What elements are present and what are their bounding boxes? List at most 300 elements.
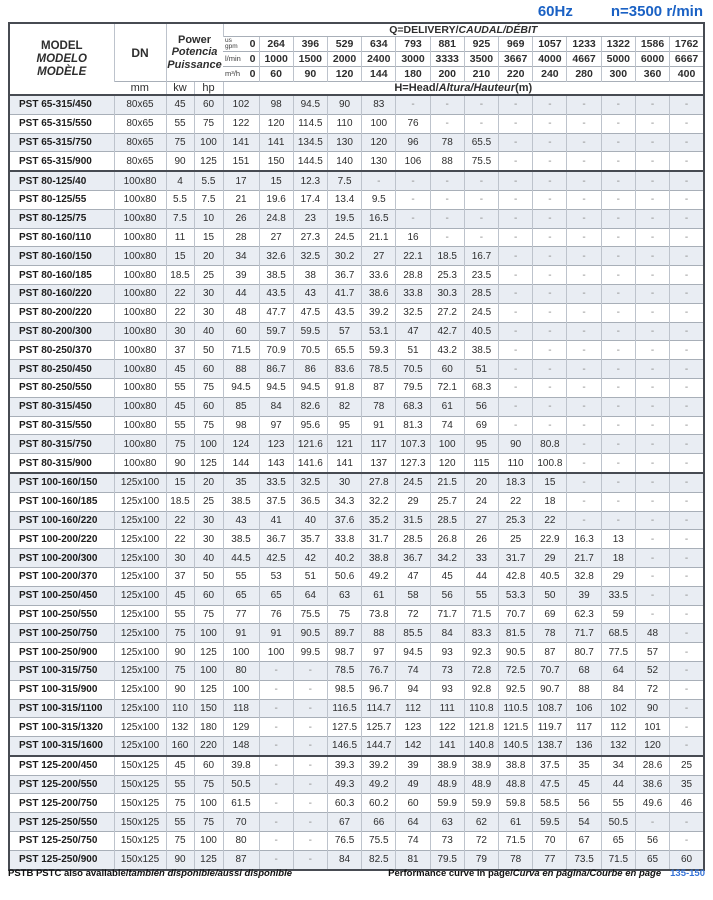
head-value-cell: - xyxy=(430,114,464,133)
table-row xyxy=(9,209,704,228)
head-value-cell: - xyxy=(670,228,704,247)
head-value-cell: 27 xyxy=(362,247,396,266)
head-value-cell: 91 xyxy=(223,624,259,643)
head-value-cell: - xyxy=(635,605,669,624)
dn-cell: 150x125 xyxy=(114,775,166,794)
head-value-cell: 122 xyxy=(430,718,464,737)
delivery-title xyxy=(223,23,704,37)
head-value-cell: - xyxy=(601,266,635,285)
head-value-cell: 74 xyxy=(396,661,430,680)
table-row xyxy=(9,567,704,586)
head-value-cell: 16 xyxy=(396,228,430,247)
flow-value: 264 xyxy=(259,37,293,52)
head-value-cell: 120 xyxy=(259,114,293,133)
head-value-cell: 94.5 xyxy=(293,378,327,397)
dn-cell: 80x65 xyxy=(114,114,166,133)
head-value-cell: - xyxy=(601,435,635,454)
kw-cell: 132 xyxy=(166,718,194,737)
head-value-cell: 49 xyxy=(396,775,430,794)
hp-cell: 125 xyxy=(194,643,223,662)
head-value-cell: 88 xyxy=(362,624,396,643)
head-value-cell: 44.5 xyxy=(223,549,259,568)
head-value-cell: - xyxy=(601,114,635,133)
head-value-cell: - xyxy=(601,133,635,152)
model-cell: PST 100-200/300 xyxy=(9,549,114,568)
flow-value: 120 xyxy=(327,67,361,82)
head-value-cell: 100.8 xyxy=(533,454,567,473)
header-row-units xyxy=(9,82,704,96)
head-value-cell: 56 xyxy=(430,586,464,605)
head-value-cell: 84 xyxy=(327,850,361,869)
kw-cell: 22 xyxy=(166,284,194,303)
head-value-cell: 60.2 xyxy=(362,794,396,813)
head-value-cell: - xyxy=(430,228,464,247)
head-value-cell: - xyxy=(499,228,533,247)
model-cell: PST 100-200/220 xyxy=(9,530,114,549)
head-value-cell: - xyxy=(499,133,533,152)
flow-value: 220 xyxy=(499,67,533,82)
head-value-cell: - xyxy=(499,171,533,190)
head-value-cell: 24.5 xyxy=(396,473,430,492)
head-value-cell: - xyxy=(635,171,669,190)
head-value-cell: 121.8 xyxy=(464,718,498,737)
model-cell: PST 100-315/1320 xyxy=(9,718,114,737)
hp-cell: 30 xyxy=(194,530,223,549)
kw-cell: 75 xyxy=(166,794,194,813)
head-value-cell: 29 xyxy=(533,549,567,568)
head-value-cell: 39 xyxy=(567,586,601,605)
flow-value: 240 xyxy=(533,67,567,82)
head-value-cell: 79 xyxy=(464,850,498,869)
head-value-cell: 79.5 xyxy=(430,850,464,869)
table-row xyxy=(9,794,704,813)
head-value-cell: 15 xyxy=(259,171,293,190)
head-value-cell: - xyxy=(293,832,327,851)
hp-cell: 75 xyxy=(194,114,223,133)
kw-cell: 4 xyxy=(166,171,194,190)
head-value-cell: 45 xyxy=(430,567,464,586)
head-value-cell: 47.7 xyxy=(259,303,293,322)
head-value-cell: 20 xyxy=(464,473,498,492)
head-value-cell: 51 xyxy=(464,360,498,379)
head-value-cell: 70.7 xyxy=(499,605,533,624)
head-value-cell: - xyxy=(670,133,704,152)
model-cell: PST 65-315/750 xyxy=(9,133,114,152)
head-value-cell: 87 xyxy=(533,643,567,662)
head-value-cell: 78 xyxy=(533,624,567,643)
flow-unit-label: us gpm xyxy=(225,37,238,50)
head-value-cell: 94.5 xyxy=(396,643,430,662)
hp-cell: 25 xyxy=(194,266,223,285)
head-value-cell: 38.8 xyxy=(499,756,533,775)
head-value-cell: - xyxy=(293,794,327,813)
head-value-cell: - xyxy=(430,190,464,209)
head-value-cell: - xyxy=(635,549,669,568)
head-value-cell: 93 xyxy=(430,680,464,699)
dn-cell: 100x80 xyxy=(114,416,166,435)
head-value-cell: 73.5 xyxy=(567,850,601,869)
head-value-cell: 61 xyxy=(499,813,533,832)
head-value-cell: 98.7 xyxy=(327,643,361,662)
head-value-cell: 90 xyxy=(327,95,361,114)
kw-cell: 22 xyxy=(166,303,194,322)
flow-value: 360 xyxy=(635,67,669,82)
model-cell: PST 125-250/900 xyxy=(9,850,114,869)
head-value-cell: 102 xyxy=(601,699,635,718)
head-value-cell: - xyxy=(567,378,601,397)
head-value-cell: 28 xyxy=(223,228,259,247)
head-value-cell: - xyxy=(670,832,704,851)
head-value-cell: 75 xyxy=(327,605,361,624)
flow-value: 3667 xyxy=(499,52,533,67)
head-value-cell: - xyxy=(670,661,704,680)
head-value-cell: 83.3 xyxy=(464,624,498,643)
head-value-cell: 71.5 xyxy=(499,832,533,851)
head-value-cell: 26 xyxy=(464,530,498,549)
head-value-cell: 150 xyxy=(259,152,293,171)
head-value-cell: - xyxy=(567,152,601,171)
head-value-cell: 98 xyxy=(259,95,293,114)
kw-cell: 90 xyxy=(166,850,194,869)
head-value-cell: 22.9 xyxy=(533,530,567,549)
head-value-cell: 129 xyxy=(223,718,259,737)
head-value-cell: 70.5 xyxy=(396,360,430,379)
model-cell: PST 80-160/110 xyxy=(9,228,114,247)
flow-unit-cell xyxy=(223,37,259,52)
head-value-cell: 38.5 xyxy=(223,492,259,511)
head-value-cell: 37.6 xyxy=(327,511,361,530)
head-value-cell: 32.5 xyxy=(293,473,327,492)
head-value-cell: - xyxy=(670,95,704,114)
head-value-cell: - xyxy=(670,360,704,379)
head-value-cell: 72 xyxy=(635,680,669,699)
hp-cell: 75 xyxy=(194,775,223,794)
dn-cell: 150x125 xyxy=(114,832,166,851)
table-row xyxy=(9,756,704,775)
head-value-cell: 39.2 xyxy=(362,756,396,775)
head-value-cell: 38 xyxy=(293,266,327,285)
head-value-cell: 33.8 xyxy=(396,284,430,303)
head-value-cell: 37.5 xyxy=(533,756,567,775)
head-value-cell: 95 xyxy=(464,435,498,454)
kw-cell: 55 xyxy=(166,605,194,624)
head-value-cell: - xyxy=(430,209,464,228)
hp-cell: 50 xyxy=(194,341,223,360)
table-row xyxy=(9,473,704,492)
head-value-cell: - xyxy=(601,209,635,228)
table-row xyxy=(9,530,704,549)
head-value-cell: - xyxy=(635,511,669,530)
model-cell: PST 100-160/220 xyxy=(9,511,114,530)
head-value-cell: 151 xyxy=(223,152,259,171)
head-value-cell: 91 xyxy=(259,624,293,643)
head-value-cell: 144 xyxy=(223,454,259,473)
head-value-cell: 38.5 xyxy=(223,530,259,549)
head-value-cell: - xyxy=(362,171,396,190)
head-value-cell: 102 xyxy=(223,95,259,114)
head-value-cell: 73 xyxy=(430,661,464,680)
head-value-cell: - xyxy=(601,473,635,492)
head-value-cell: 55 xyxy=(464,586,498,605)
head-value-cell: 144.5 xyxy=(293,152,327,171)
head-value-cell: - xyxy=(670,699,704,718)
head-value-cell: 38.5 xyxy=(464,341,498,360)
head-value-cell: 85 xyxy=(223,397,259,416)
head-value-cell: 100 xyxy=(223,680,259,699)
flow-value: 60 xyxy=(259,67,293,82)
head-value-cell: 32.8 xyxy=(567,567,601,586)
flow-value: 210 xyxy=(464,67,498,82)
head-value-cell: - xyxy=(670,454,704,473)
head-value-cell: 95 xyxy=(327,416,361,435)
head-value-cell: 80 xyxy=(223,832,259,851)
flow-zero-value: 0 xyxy=(249,38,256,50)
dn-cell: 100x80 xyxy=(114,190,166,209)
head-value-cell: 24.5 xyxy=(327,228,361,247)
head-value-cell: 47 xyxy=(396,567,430,586)
model-cell: PST 80-315/450 xyxy=(9,397,114,416)
kw-cell: 90 xyxy=(166,152,194,171)
head-value-cell: 38.6 xyxy=(635,775,669,794)
table-row xyxy=(9,624,704,643)
head-value-cell: - xyxy=(670,284,704,303)
head-value-cell: 88 xyxy=(430,152,464,171)
hp-cell: 150 xyxy=(194,699,223,718)
flow-value: 1000 xyxy=(259,52,293,67)
head-value-cell: 16.7 xyxy=(464,247,498,266)
head-value-cell: - xyxy=(635,190,669,209)
model-cell: PST 80-200/300 xyxy=(9,322,114,341)
head-value-cell: - xyxy=(499,152,533,171)
head-value-cell: 144.7 xyxy=(362,737,396,756)
model-cell: PST 65-315/550 xyxy=(9,114,114,133)
kw-cell: 45 xyxy=(166,95,194,114)
table-row xyxy=(9,397,704,416)
hp-cell: 100 xyxy=(194,832,223,851)
model-cell: PST 100-250/550 xyxy=(9,605,114,624)
head-value-cell: - xyxy=(601,378,635,397)
head-value-cell: 44 xyxy=(464,567,498,586)
head-value-cell: 59.9 xyxy=(430,794,464,813)
head-value-cell: 56 xyxy=(635,832,669,851)
head-value-cell: 46 xyxy=(670,794,704,813)
head-value-cell: - xyxy=(601,360,635,379)
head-value-cell: 141 xyxy=(327,454,361,473)
head-value-cell: - xyxy=(601,95,635,114)
head-value-cell: 66 xyxy=(362,813,396,832)
head-value-cell: 47 xyxy=(396,322,430,341)
head-value-cell: 59.8 xyxy=(499,794,533,813)
head-value-cell: 23 xyxy=(293,209,327,228)
head-value-cell: 59.5 xyxy=(293,322,327,341)
head-value-cell: 81.3 xyxy=(396,416,430,435)
model-cell: PST 125-200/450 xyxy=(9,756,114,775)
head-value-cell: 88 xyxy=(567,680,601,699)
hp-cell: 40 xyxy=(194,549,223,568)
head-value-cell: 71.7 xyxy=(567,624,601,643)
head-value-cell: - xyxy=(533,303,567,322)
head-value-cell: - xyxy=(533,209,567,228)
head-value-cell: - xyxy=(259,813,293,832)
table-row xyxy=(9,492,704,511)
head-value-cell: - xyxy=(533,266,567,285)
head-value-cell: 68.3 xyxy=(396,397,430,416)
head-value-cell: 81 xyxy=(396,850,430,869)
model-cell: PST 100-250/750 xyxy=(9,624,114,643)
model-cell: PST 80-200/220 xyxy=(9,303,114,322)
flow-value: 280 xyxy=(567,67,601,82)
hp-cell: 100 xyxy=(194,133,223,152)
head-value-cell: - xyxy=(533,397,567,416)
head-value-cell: 53 xyxy=(259,567,293,586)
head-value-cell: - xyxy=(635,284,669,303)
dn-cell: 100x80 xyxy=(114,303,166,322)
head-value-cell: 90 xyxy=(499,435,533,454)
dn-cell: 125x100 xyxy=(114,492,166,511)
dn-cell: 100x80 xyxy=(114,322,166,341)
power-header-en: Power xyxy=(178,33,212,46)
hp-cell: 10 xyxy=(194,209,223,228)
head-value-cell: - xyxy=(670,152,704,171)
hp-cell: 40 xyxy=(194,322,223,341)
head-value-cell: - xyxy=(670,680,704,699)
head-value-cell: - xyxy=(670,435,704,454)
head-value-cell: - xyxy=(567,303,601,322)
head-value-cell: 60 xyxy=(223,322,259,341)
head-value-cell: - xyxy=(635,454,669,473)
head-value-cell: 17.4 xyxy=(293,190,327,209)
dn-cell: 100x80 xyxy=(114,209,166,228)
head-value-cell: 22 xyxy=(533,511,567,530)
hp-cell: 75 xyxy=(194,605,223,624)
head-value-cell: 124 xyxy=(223,435,259,454)
head-value-cell: - xyxy=(533,228,567,247)
head-value-cell: 65.5 xyxy=(464,133,498,152)
head-value-cell: 57 xyxy=(327,322,361,341)
head-value-cell: 50.6 xyxy=(327,567,361,586)
head-value-cell: - xyxy=(567,322,601,341)
head-value-cell: 76 xyxy=(396,114,430,133)
dn-cell: 125x100 xyxy=(114,605,166,624)
head-value-cell: - xyxy=(601,454,635,473)
head-value-cell: 57 xyxy=(635,643,669,662)
head-value-cell: - xyxy=(670,813,704,832)
head-value-cell: 35 xyxy=(670,775,704,794)
head-value-cell: 100 xyxy=(259,643,293,662)
head-value-cell: 55 xyxy=(601,794,635,813)
head-value-cell: - xyxy=(635,360,669,379)
head-value-cell: 33.6 xyxy=(362,266,396,285)
head-value-cell: 25.3 xyxy=(499,511,533,530)
head-value-cell: 98 xyxy=(223,416,259,435)
head-value-cell: 89.7 xyxy=(327,624,361,643)
head-value-cell: 16.5 xyxy=(362,209,396,228)
model-cell: PST 80-250/450 xyxy=(9,360,114,379)
dn-cell: 150x125 xyxy=(114,850,166,869)
head-value-cell: 50 xyxy=(533,586,567,605)
head-value-cell: 79.5 xyxy=(396,378,430,397)
head-value-cell: - xyxy=(601,397,635,416)
table-row xyxy=(9,171,704,190)
head-value-cell: 140 xyxy=(327,152,361,171)
head-value-cell: 44 xyxy=(223,284,259,303)
head-value-cell: 7.5 xyxy=(327,171,361,190)
hp-cell: 30 xyxy=(194,284,223,303)
head-value-cell: 40.2 xyxy=(327,549,361,568)
head-value-cell: 84 xyxy=(259,397,293,416)
head-value-cell: 87 xyxy=(362,378,396,397)
head-value-cell: 32.2 xyxy=(362,492,396,511)
kw-cell: 18.5 xyxy=(166,266,194,285)
head-value-cell: 51 xyxy=(293,567,327,586)
dn-cell: 125x100 xyxy=(114,549,166,568)
head-value-cell: 29 xyxy=(396,492,430,511)
head-value-cell: 80 xyxy=(223,661,259,680)
head-value-cell: 88 xyxy=(223,360,259,379)
table-row xyxy=(9,266,704,285)
head-value-cell: 65 xyxy=(635,850,669,869)
table-row xyxy=(9,247,704,266)
footer-right-en: Performance curve in page/ xyxy=(388,868,513,879)
head-value-cell: - xyxy=(567,171,601,190)
head-value-cell: - xyxy=(601,284,635,303)
kw-cell: 45 xyxy=(166,756,194,775)
hp-cell: 60 xyxy=(194,95,223,114)
head-value-cell: 74 xyxy=(396,832,430,851)
head-value-cell: 68.5 xyxy=(601,624,635,643)
flow-value: 2400 xyxy=(362,52,396,67)
dn-column-header xyxy=(114,23,166,82)
head-value-cell: - xyxy=(635,322,669,341)
table-row xyxy=(9,699,704,718)
table-row xyxy=(9,813,704,832)
kw-cell: 15 xyxy=(166,247,194,266)
head-value-cell: 114.5 xyxy=(293,114,327,133)
head-value-cell: - xyxy=(464,95,498,114)
head-value-cell: 99.5 xyxy=(293,643,327,662)
head-value-cell: 137 xyxy=(362,454,396,473)
head-value-cell: 40.5 xyxy=(464,322,498,341)
head-value-cell: - xyxy=(293,718,327,737)
head-value-cell: 31.7 xyxy=(499,549,533,568)
head-value-cell: - xyxy=(635,586,669,605)
head-value-cell: 27 xyxy=(259,228,293,247)
head-value-cell: 91.8 xyxy=(327,378,361,397)
head-value-cell: 28.8 xyxy=(396,266,430,285)
kw-cell: 18.5 xyxy=(166,492,194,511)
kw-cell: 22 xyxy=(166,511,194,530)
head-value-cell: 132 xyxy=(601,737,635,756)
head-value-cell: 35.7 xyxy=(293,530,327,549)
flow-value: 881 xyxy=(430,37,464,52)
head-value-cell: 48 xyxy=(223,303,259,322)
head-value-cell: 59 xyxy=(601,605,635,624)
head-value-cell: - xyxy=(567,114,601,133)
head-value-cell: - xyxy=(635,813,669,832)
head-value-cell: - xyxy=(533,360,567,379)
head-value-cell: - xyxy=(635,209,669,228)
head-value-cell: 39.8 xyxy=(223,756,259,775)
head-value-cell: 36.5 xyxy=(293,492,327,511)
head-value-cell: - xyxy=(670,247,704,266)
head-value-cell: 28.5 xyxy=(430,511,464,530)
dn-cell: 125x100 xyxy=(114,680,166,699)
hp-cell: 5.5 xyxy=(194,171,223,190)
head-value-cell: - xyxy=(601,190,635,209)
table-row xyxy=(9,190,704,209)
hp-cell: 15 xyxy=(194,228,223,247)
head-value-cell: 86 xyxy=(293,360,327,379)
